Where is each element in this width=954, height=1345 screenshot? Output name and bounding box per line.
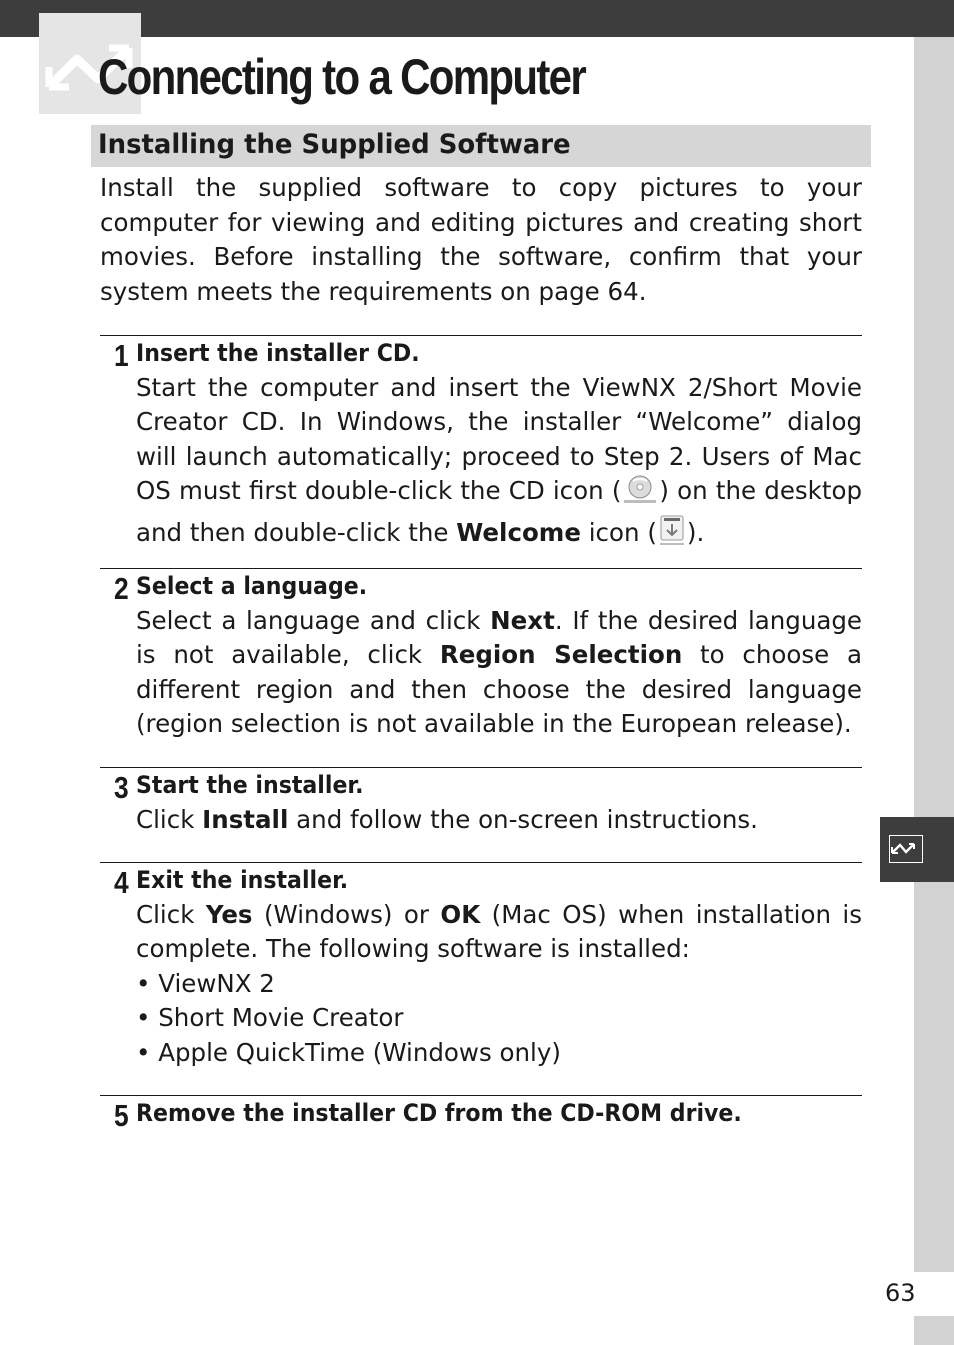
step-paragraph bbox=[136, 898, 862, 967]
step-2 bbox=[100, 568, 863, 738]
step-text: and follow the on-screen instructions. bbox=[288, 804, 758, 834]
step-text: icon ( bbox=[580, 517, 657, 547]
step-number: 1 bbox=[114, 338, 129, 373]
step-text: (Mac OS) when installation is complete. The following software is installed: bbox=[136, 899, 863, 963]
step-text-bold: Next bbox=[490, 605, 555, 635]
step-text-bold: Welcome bbox=[456, 517, 581, 547]
step-body bbox=[136, 604, 862, 742]
step-number: 3 bbox=[114, 770, 129, 805]
step-text: Start the computer and insert the ViewNX 2/Short Movie Creator CD. In Windows, the installer “Welcome” dialog will launch automatically; proceed to Step 2. Users of Mac OS must first double-click the CD icon ( bbox=[136, 372, 862, 505]
step-text: ) on the desktop and then double-click the bbox=[136, 476, 862, 547]
step-4 bbox=[100, 862, 863, 1067]
cd-icon bbox=[621, 475, 659, 515]
intro-paragraph: Install the supplied software to copy pictures to your computer for viewing and editing pictures and creating short movies. Before installing the software, confirm that your system meets the requirements on page 64. bbox=[100, 173, 862, 306]
right-edge-strip bbox=[914, 37, 954, 1272]
welcome-icon bbox=[657, 515, 687, 557]
step-text-bold: Region Selection bbox=[439, 640, 683, 669]
step-3 bbox=[100, 767, 862, 834]
step-title: Start the installer. bbox=[136, 771, 364, 799]
page-title: Connecting to a Computer bbox=[98, 49, 586, 105]
step-text-bold: OK bbox=[440, 899, 481, 929]
step-body bbox=[136, 898, 862, 1071]
chapter-tab[interactable] bbox=[880, 817, 954, 882]
right-edge-strip-bottom bbox=[914, 1316, 954, 1345]
list-item: • Apple QuickTime (Windows only) bbox=[136, 1037, 561, 1067]
section-header bbox=[91, 125, 871, 167]
step-title: Insert the installer CD. bbox=[136, 339, 420, 367]
step-text: Click bbox=[136, 899, 206, 929]
step-body bbox=[136, 371, 862, 557]
step-title: Remove the installer CD from the CD-ROM drive. bbox=[136, 1099, 742, 1127]
installed-software-list bbox=[136, 967, 862, 1071]
section-title: Installing the Supplied Software bbox=[98, 129, 571, 160]
step-text: (Windows) or bbox=[252, 899, 441, 929]
list-item: • Short Movie Creator bbox=[136, 1003, 404, 1032]
step-number: 2 bbox=[114, 571, 129, 606]
step-1 bbox=[100, 335, 862, 547]
step-text-bold: Yes bbox=[205, 899, 253, 929]
step-body bbox=[136, 803, 862, 838]
step-text: to choose a different region and then choose the desired language (region selection is not available in the European release). bbox=[136, 640, 863, 738]
step-title: Exit the installer. bbox=[136, 866, 349, 894]
step-text: Select a language and click bbox=[136, 605, 491, 635]
step-text-bold: Install bbox=[202, 804, 289, 834]
list-item: • ViewNX 2 bbox=[136, 968, 275, 998]
top-bar bbox=[0, 0, 954, 37]
step-number: 5 bbox=[114, 1098, 129, 1133]
step-text: Click bbox=[136, 804, 203, 834]
step-text: ). bbox=[686, 517, 705, 547]
step-title: Select a language. bbox=[136, 572, 368, 600]
step-text: . If the desired language is not available, click bbox=[136, 605, 863, 669]
connect-arrows-icon bbox=[889, 835, 923, 863]
step-5 bbox=[100, 1095, 862, 1133]
page-number: 63 bbox=[885, 1279, 916, 1307]
step-number: 4 bbox=[114, 865, 129, 900]
